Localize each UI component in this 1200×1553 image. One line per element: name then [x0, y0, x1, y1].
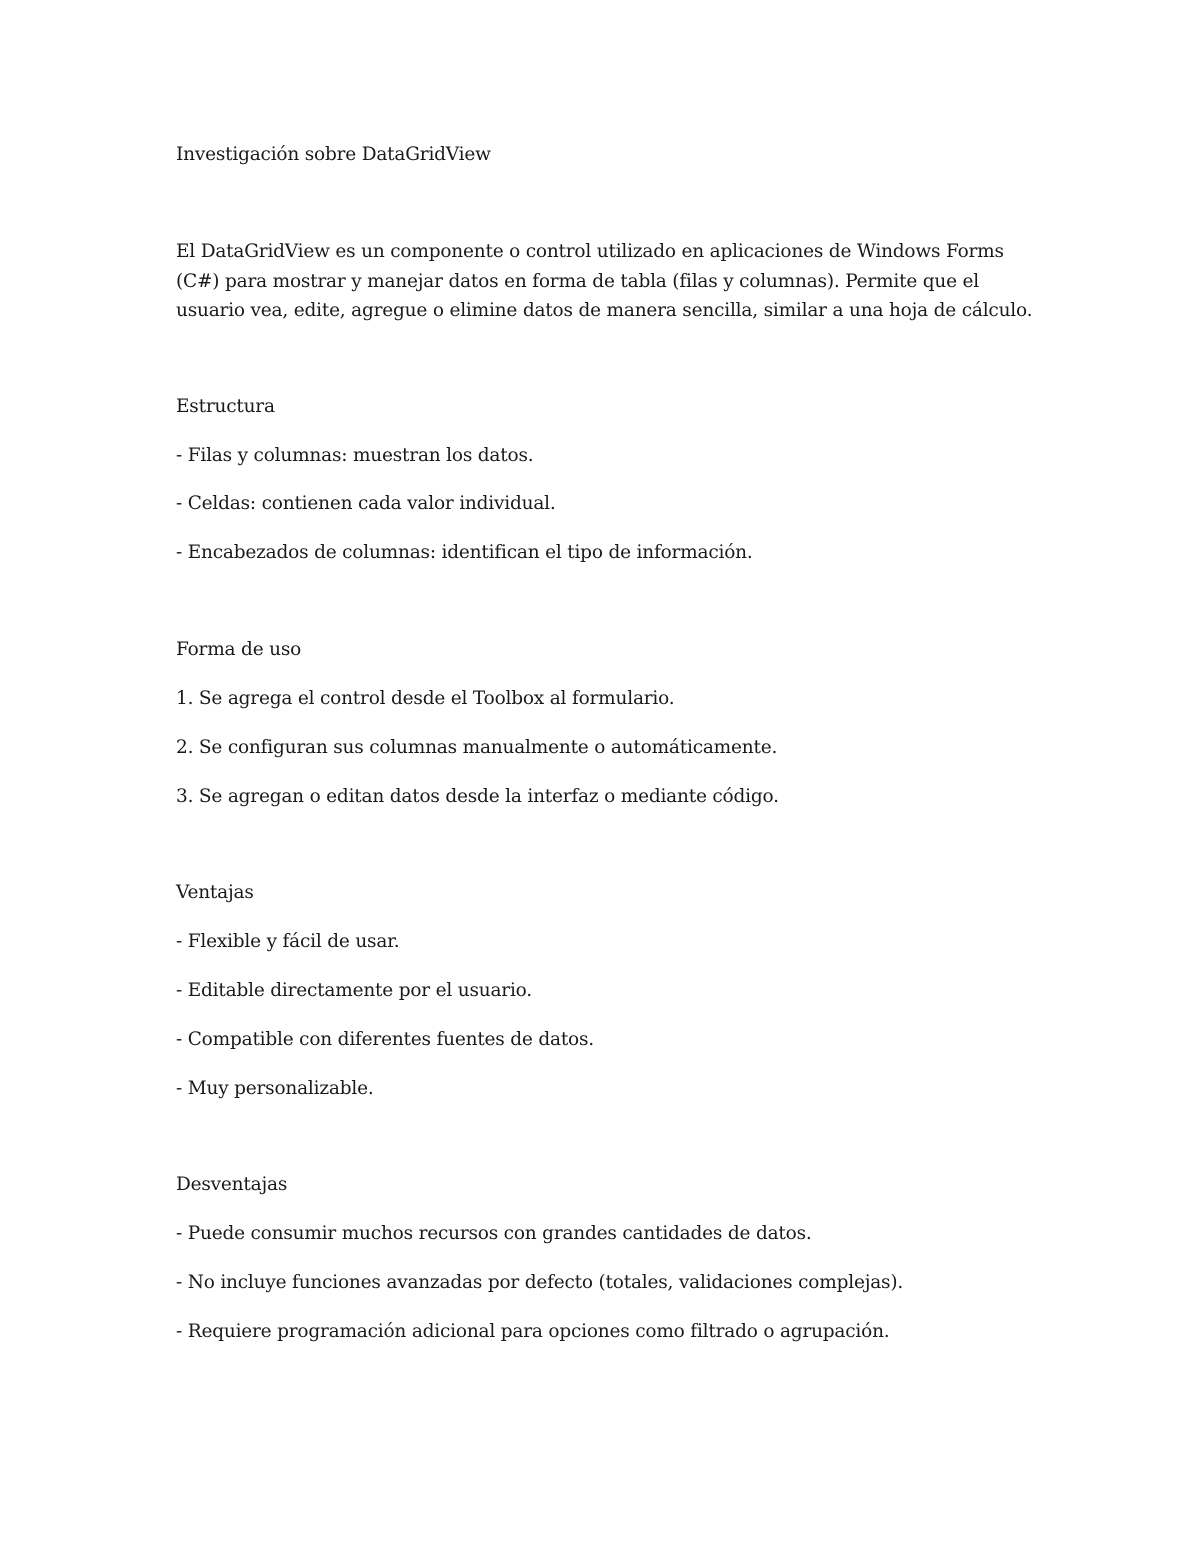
list-item: - Puede consumir muchos recursos con grandes cantidades de datos.	[176, 1223, 812, 1244]
list-item: 1. Se agrega el control desde el Toolbox al formulario.	[176, 688, 675, 709]
page-title: Investigación sobre DataGridView	[176, 144, 491, 165]
intro-line: (C#) para mostrar y manejar datos en forma de tabla (filas y columnas). Permite que el	[176, 271, 980, 292]
list-item: - Muy personalizable.	[176, 1078, 374, 1099]
list-item: - Compatible con diferentes fuentes de datos.	[176, 1029, 594, 1050]
list-item: 2. Se configuran sus columnas manualmente o automáticamente.	[176, 737, 778, 758]
section-heading-ventajas: Ventajas	[176, 882, 254, 903]
list-item: - Editable directamente por el usuario.	[176, 980, 532, 1001]
list-item: - No incluye funciones avanzadas por defecto (totales, validaciones complejas).	[176, 1272, 904, 1293]
list-item: - Celdas: contienen cada valor individual.	[176, 493, 556, 514]
intro-line: El DataGridView es un componente o control utilizado en aplicaciones de Windows Forms	[176, 241, 1004, 262]
section-heading-forma-de-uso: Forma de uso	[176, 639, 302, 660]
list-item: - Filas y columnas: muestran los datos.	[176, 445, 534, 466]
intro-line: usuario vea, edite, agregue o elimine datos de manera sencilla, similar a una hoja de cálculo.	[176, 300, 1033, 321]
list-item: - Requiere programación adicional para opciones como filtrado o agrupación.	[176, 1321, 890, 1342]
section-heading-estructura: Estructura	[176, 396, 275, 417]
list-item: 3. Se agregan o editan datos desde la interfaz o mediante código.	[176, 786, 779, 807]
list-item: - Flexible y fácil de usar.	[176, 931, 400, 952]
list-item: - Encabezados de columnas: identifican el tipo de información.	[176, 542, 753, 563]
section-heading-desventajas: Desventajas	[176, 1174, 288, 1195]
